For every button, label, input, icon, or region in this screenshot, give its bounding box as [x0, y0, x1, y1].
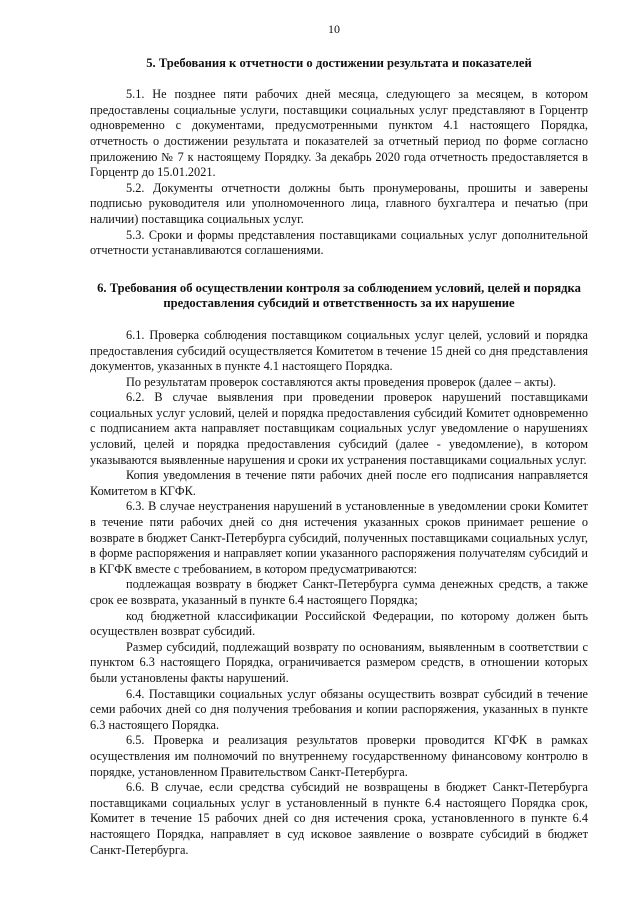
section-6-title: 6. Требования об осуществлении контроля за соблюдением условий, целей и порядка предоставления субсидий и ответственность за их нарушение	[97, 280, 581, 311]
paragraph-5-3: 5.3. Сроки и формы представления поставщиками социальных услуг дополнительной отчетности устанавливаются соглашениями.	[90, 227, 588, 258]
paragraph-6-2-copy: Копия уведомления в течение пяти рабочих дней после его подписания направляется Комитетом в КГФК.	[90, 468, 588, 498]
page-number: 10	[328, 22, 340, 36]
paragraph-6-1-acts: По результатам проверок составляются акты проведения проверок (далее – акты).	[126, 374, 557, 389]
paragraph-5-1: 5.1. Не позднее пяти рабочих дней месяца, следующего за месяцем, в котором предоставлены социальные услуги, поставщики социальных услуг представляют в Горцентр одновременно с документами, предусмотренными пунктом 4.1 настоящего Порядка, отчетность о достижении результата и показателей за отчетный период по форме согласно приложению № 7 к настоящему Порядку. За декабрь 2020 года отчетность предоставляется в Горцентр до 15.01.2021.	[90, 87, 588, 180]
paragraph-5-2: 5.2. Документы отчетности должны быть пронумерованы, прошиты и заверены подписью руководителя или уполномоченного лица, главного бухгалтера и печатью (при наличии) поставщика социальных услуг.	[90, 180, 588, 226]
paragraph-6-5: 6.5. Проверка и реализация результатов проверки проводится КГФК в рамках осуществления им полномочий по внутреннему государственному финансовому контролю в порядке, установленном Правительством Санкт-Петербурга.	[90, 733, 588, 779]
paragraph-6-3: 6.3. В случае неустранения нарушений в установленные в уведомлении сроки Комитет в течение пяти рабочих дней со дня истечения указанных сроков принимает решение о возврате в бюджет Санкт-Петербурга субсидий, полученных поставщиками социальных услуг, в форме распоряжения и направляет копии указанного распоряжения получателям субсидий и в КГФК вместе с требованием, в котором предусматриваются:	[90, 499, 588, 576]
section-5-title: 5. Требования к отчетности о достижении результата и показателей	[146, 55, 532, 70]
paragraph-6-3-size: Размер субсидий, подлежащий возврату по основаниям, выявленным в соответствии с пунктом 6.3 настоящего Порядка, ограничивается размером средств, в отношении которых были установлены факты нарушений.	[90, 639, 588, 685]
paragraph-6-6: 6.6. В случае, если средства субсидий не возвращены в бюджет Санкт-Петербурга поставщиками социальных услуг в установленный в пункте 6.4 настоящего Порядка срок, Комитет в течение 15 рабочих дней со дня истечения срока, установленного в пункте 6.4 настоящего Порядка, направляет в суд исковое заявление о возврате субсидий в бюджет Санкт-Петербурга.	[90, 780, 588, 857]
paragraph-6-3-code: код бюджетной классификации Российской Федерации, по которому должен быть осуществлен возврат субсидий.	[90, 608, 588, 639]
paragraph-6-3-amount: подлежащая возврату в бюджет Санкт-Петербурга сумма денежных средств, а также срок ее возврата, указанный в пункте 6.4 настоящего Порядка;	[90, 577, 588, 607]
paragraph-6-1: 6.1. Проверка соблюдения поставщиком социальных услуг целей, условий и порядка предоставления субсидий осуществляется Комитетом в течение 15 дней со дня представления документов, указанных в пункте 4.1 настоящего Порядка.	[90, 327, 588, 374]
paragraph-6-4: 6.4. Поставщики социальных услуг обязаны осуществить возврат субсидий в течение семи рабочих дней со дня получения требования и копии распоряжения, указанных в пункте 6.3 настоящего Порядка.	[90, 686, 588, 732]
paragraph-6-2: 6.2. В случае выявления при проведении проверок нарушений поставщиками социальных услуг условий, целей и порядка предоставления субсидий Комитет одновременно с подписанием акта направляет поставщикам социальных услуг уведомление о нарушениях условий, целей и порядка предоставления субсидий (далее - уведомление), в котором указываются выявленные нарушения и сроки их устранения поставщиками социальных услуг.	[90, 390, 588, 467]
